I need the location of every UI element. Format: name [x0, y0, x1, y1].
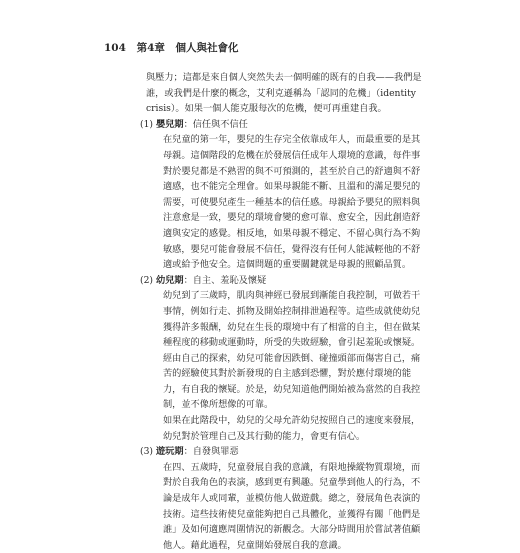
text-line: 力，有自我的懷疑。於是，幼兒知道他們開始被為當然的自我控 — [163, 383, 421, 395]
section-heading-play-age — [140, 444, 414, 460]
page-body — [140, 70, 422, 553]
text-line: 經由自己的探索，幼兒可能會因跌倒、碰撞頭部而傷害自己，痛 — [163, 352, 421, 364]
chapter-number: 第4章 — [136, 42, 165, 54]
text-line: 與壓力；這都是來自個人突然失去一個明確的既有的自我——我們是 — [146, 72, 422, 83]
text-line: 幼兒對於管理自己及其行動的能力，會更有信心。 — [163, 430, 366, 442]
text-line: 他人。藉此過程，兒童開始發展自我的意識。 — [163, 539, 347, 551]
text-line: 獲得許多報酬，幼兒在生長的環境中有了相當的自主，但在做某 — [163, 321, 421, 333]
text-line: 誰」及如何適應周圍情況的新觀念。大部分時間用於嘗試著值顧 — [163, 524, 421, 536]
text-line: 在兒童的第一年，嬰兒的生存完全依靠成年人，而最重要的是其 — [163, 134, 421, 146]
section-title: 嬰兒期 — [156, 118, 184, 130]
section-title: 遊玩期 — [156, 446, 184, 458]
text-line: 對於自我角色的表演，感到更有興趣。兒童學到他人的行為，不 — [163, 477, 421, 489]
text-line: 適或給予他安全。這個問題的重要關鍵就是母親的照顧品質。 — [163, 259, 412, 271]
section-subtitle: ：自主、羞恥及懷疑 — [183, 274, 267, 286]
text-line: 適與安定的感覺。相反地，如果母親不穩定、不留心與行為不夠 — [163, 227, 421, 239]
text-line: 制，並不像所想像的可靠。 — [163, 399, 274, 411]
text-line: 注意愈是一致，嬰兒的環境會變的愈可靠、愈安全，因此創造舒 — [163, 212, 421, 224]
page-number: 104 — [104, 42, 126, 54]
list-marker: (3) — [140, 446, 154, 458]
section-heading-early-childhood — [140, 273, 414, 289]
text-line: 在四、五歲時，兒童發展自我的意識，有限地操縱物質環境，而 — [163, 461, 421, 473]
text-line: 如果在此階段中，幼兒的父母允許幼兒按照自己的速度來發展， — [163, 415, 421, 427]
chapter-title: 個人與社會化 — [175, 42, 239, 54]
text-line: 種程度的移動或運動時，所受的失敗經驗，會引起羞恥或懷疑。 — [163, 337, 421, 349]
text-line: 母親。這個階段的危機在於發展信任成年人環境的意識，每件事 — [163, 149, 421, 161]
text-line: 誰，或我們是什麼的概念，艾利克遜稱為「認同的危機」（identity — [146, 87, 416, 99]
text-line: 需要，可使嬰兒產生一種基本的信任感。母親給予嬰兒的照料與 — [163, 196, 421, 208]
running-header — [104, 40, 246, 55]
text-line: 苦的經驗使其對於新發現的自主感到恐懼，對於應付環境的能 — [163, 368, 412, 380]
text-line: 對於嬰兒都是不熟習的與不可預測的，甚至於自己的舒適與不舒 — [163, 165, 421, 177]
list-marker: (1) — [140, 118, 154, 130]
text-line: crisis）。如果一個人能克服每次的危機，便可再重建自我。 — [146, 103, 387, 115]
text-line: 幼兒到了三歲時，肌肉與神經已發展到漸能自我控制，可做若干 — [163, 290, 421, 302]
text-line: 技術。這些技術使兒童能夠把自己具體化，並獲得有關「他們是 — [163, 508, 421, 520]
text-line: 適感，也不能完全理會。如果母親能不斷、且溫和的滿足嬰兒的 — [163, 181, 421, 193]
section-subtitle: ：信任與不信任 — [183, 118, 248, 130]
text-line: 敏感，嬰兒可能會發展不信任，覺得沒有任何人能減輕他的不舒 — [163, 243, 421, 255]
section-title: 幼兒期 — [156, 274, 184, 286]
text-line: 事情，例如行走、抓物及開始控制排泄過程等。這些成就使幼兒 — [163, 305, 421, 317]
section-subtitle: ：自發與罪惡 — [183, 446, 239, 458]
text-line: 論是成年人或同輩，並模仿他人做遊戲。總之，發展角色表演的 — [163, 493, 421, 505]
section-heading-infancy — [140, 117, 414, 133]
list-marker: (2) — [140, 274, 154, 286]
